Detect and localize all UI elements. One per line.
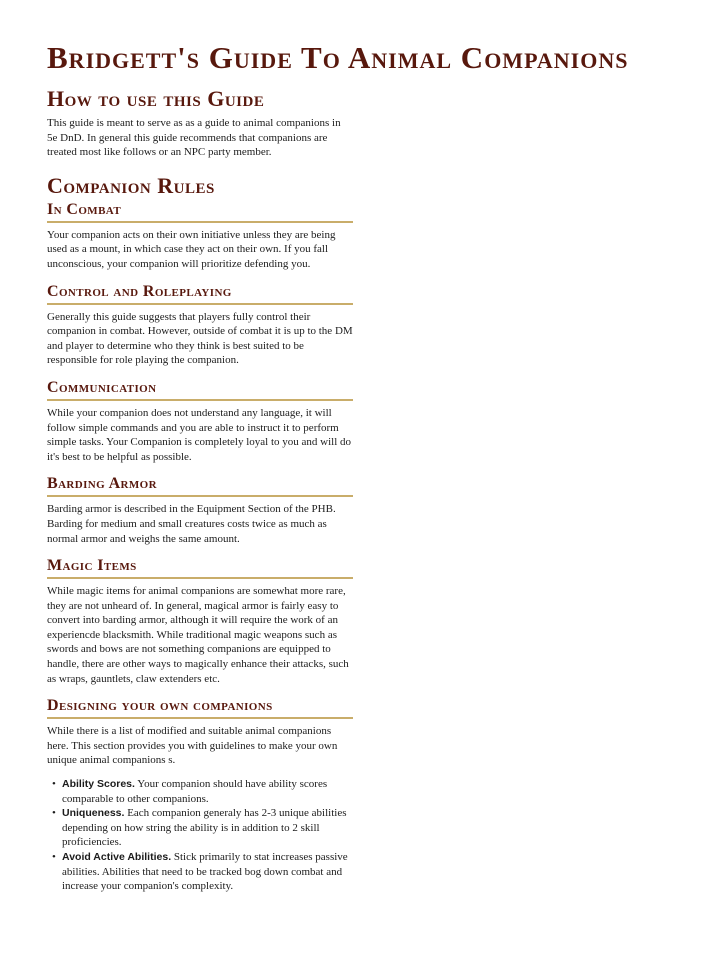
document-title: Bridgett's Guide To Animal Companions [47,40,629,75]
list-item-text: Stick primarily to stat increases passive abilities. Abilities that need to be tracked bog down combat and increase your companion's complexity. [62,851,348,893]
list-item-term: Ability Scores. [62,778,135,791]
communication-text: While your companion does not understand any language, it will follow simple commands and you are able to instruct it to perform simple tasks. Your Companion is completely loyal to you and will do it's best to be helpful as possible. [47,406,352,463]
howto-heading: How to use this Guide [47,86,265,111]
barding-armor-heading: Barding Armor [47,475,353,497]
bullet-icon: • [52,851,56,863]
list-item [52,850,353,894]
companion-rules-heading: Companion Rules [47,172,215,198]
list-item-text: Your companion should have ability scores comparable to other companions. [62,778,328,805]
main-column [47,86,353,894]
control-roleplaying-text: Generally this guide suggests that players fully control their companion in combat. However, outside of combat it is up to the DM and player to determine who they think is best suited to be responsible for role playing the companion. [47,310,353,367]
list-item-term: Avoid Active Abilities. [62,851,172,863]
designing-companions-heading: Designing your own companions [47,697,353,719]
magic-items-heading: Magic Items [47,557,353,579]
magic-items-text: While magic items for animal companions are somewhat more rare, they are not unheard of. In general, magical armor is fairly easy to convert into barding armor, although it will require the work of an experiencde blacksmith. While traditional magic weapons such as swords and bows are not something companions are equipped to handle, there are other ways to magically enhance their attacks, such as wraps, gauntlets, claw extenders etc. [47,585,349,685]
list-item-term: Uniqueness. [62,807,125,820]
list-item-text: Each companion generaly has 2-3 unique abilities depending on how string the ability is in addition to 2 skill proficiencies. [62,807,347,849]
list-item [52,777,353,806]
in-combat-text: Your companion acts on their own initiative unless they are being used as a mount, in which case they act on their own. If you fall unconscious, your companion will prioritize defending you. [47,228,336,270]
communication-heading: Communication [47,379,353,401]
bullet-icon: • [52,807,56,820]
guideline-list [47,777,353,894]
bullet-icon: • [52,778,56,791]
barding-armor-text: Barding armor is described in the Equipment Section of the PHB. Barding for medium and small creatures costs twice as much as normal armor and weighs the same amount. [47,503,336,545]
howto-text: This guide is meant to serve as as a guide to animal companions in 5e DnD. In general this guide recommends that companions are treated most like follows or an NPC party member. [47,117,341,159]
list-item [52,806,353,850]
in-combat-heading: In Combat [47,201,353,223]
designing-companions-text: While there is a list of modified and suitable animal companions here. This section provides you with guidelines to make your own unique animal companions s. [47,725,338,767]
control-roleplaying-heading: Control and Roleplaying [47,283,353,305]
